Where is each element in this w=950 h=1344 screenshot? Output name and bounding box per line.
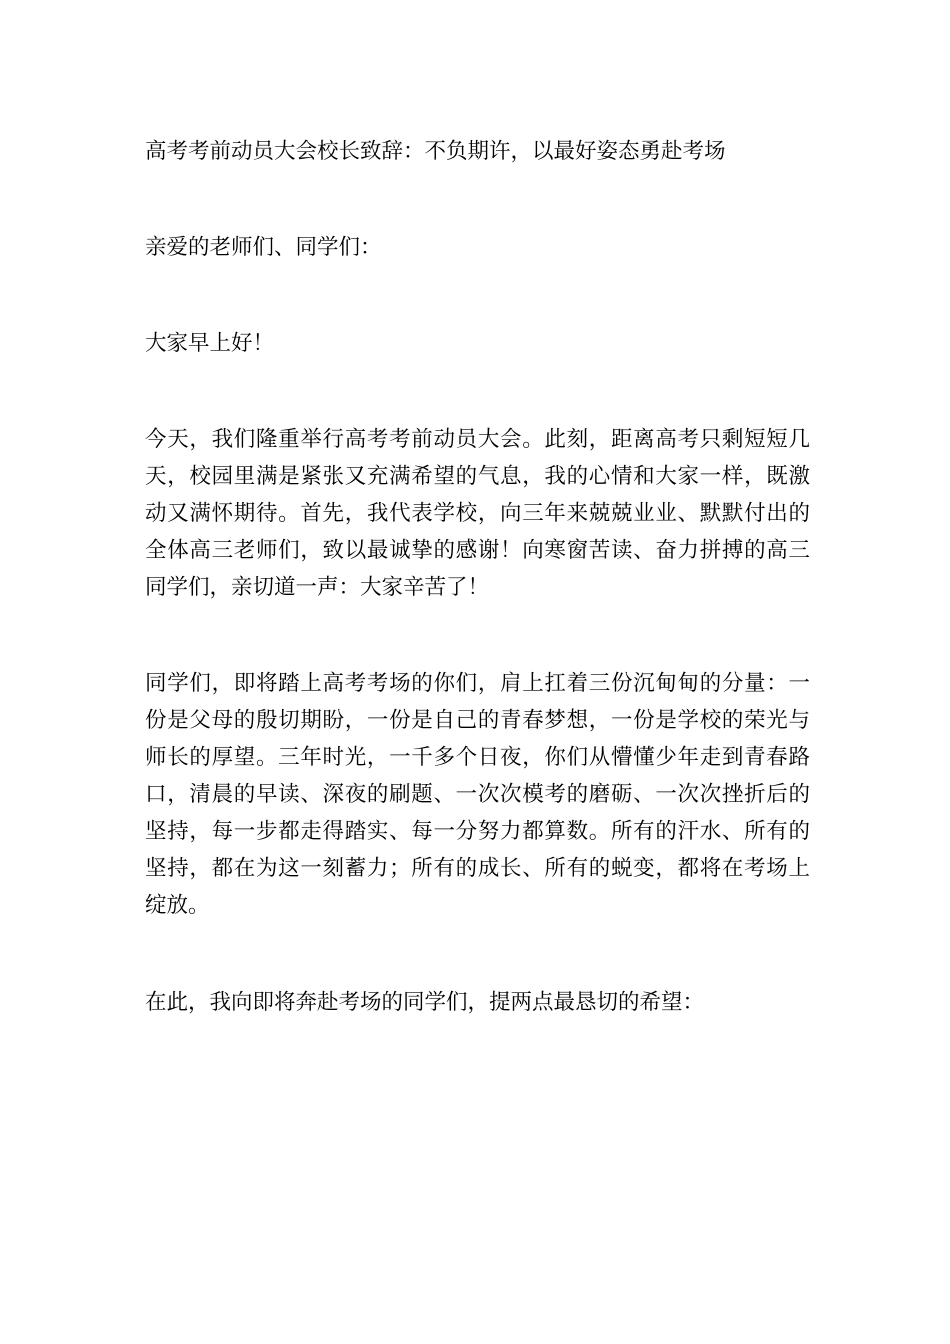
paragraph-hopes-intro: 在此，我向即将奔赴考场的同学们，提两点最恳切的希望： [145, 990, 705, 1015]
salutation: 亲爱的老师们、同学们： [145, 235, 382, 260]
paragraph-encouragement: 同学们，即将踏上高考考场的你们，肩上扛着三份沉甸甸的分量：一份是父母的殷切期盼，一份是自己的青春梦想，一份是学校的荣光与师长的厚望。三年时光，一千多个日夜，你们从懵懂少年走到青春路口，清晨的早读、深夜的刷题、一次次模考的磨砺、一次次挫折后的坚持，每一步都走得踏实、每一分努力都算数。所有的汗水、所有的坚持，都在为这一刻蓄力；所有的成长、所有的蜕变，都将在考场上绽放。 [145, 671, 810, 918]
document-body [145, 133, 810, 1021]
document-title: 高考考前动员大会校长致辞：不负期许，以最好姿态勇赴考场 [145, 139, 726, 164]
paragraph-opening: 今天，我们隆重举行高考考前动员大会。此刻，距离高考只剩短短几天，校园里满是紧张又充满希望的气息，我的心情和大家一样，既激动又满怀期待。首先，我代表学校，向三年来兢兢业业、默默付出的全体高三老师们，致以最诚挚的感谢！向寒窗苦读、奋力拼搏的高三同学们，亲切道一声：大家辛苦了！ [145, 427, 810, 600]
greeting: 大家早上好！ [145, 331, 275, 356]
